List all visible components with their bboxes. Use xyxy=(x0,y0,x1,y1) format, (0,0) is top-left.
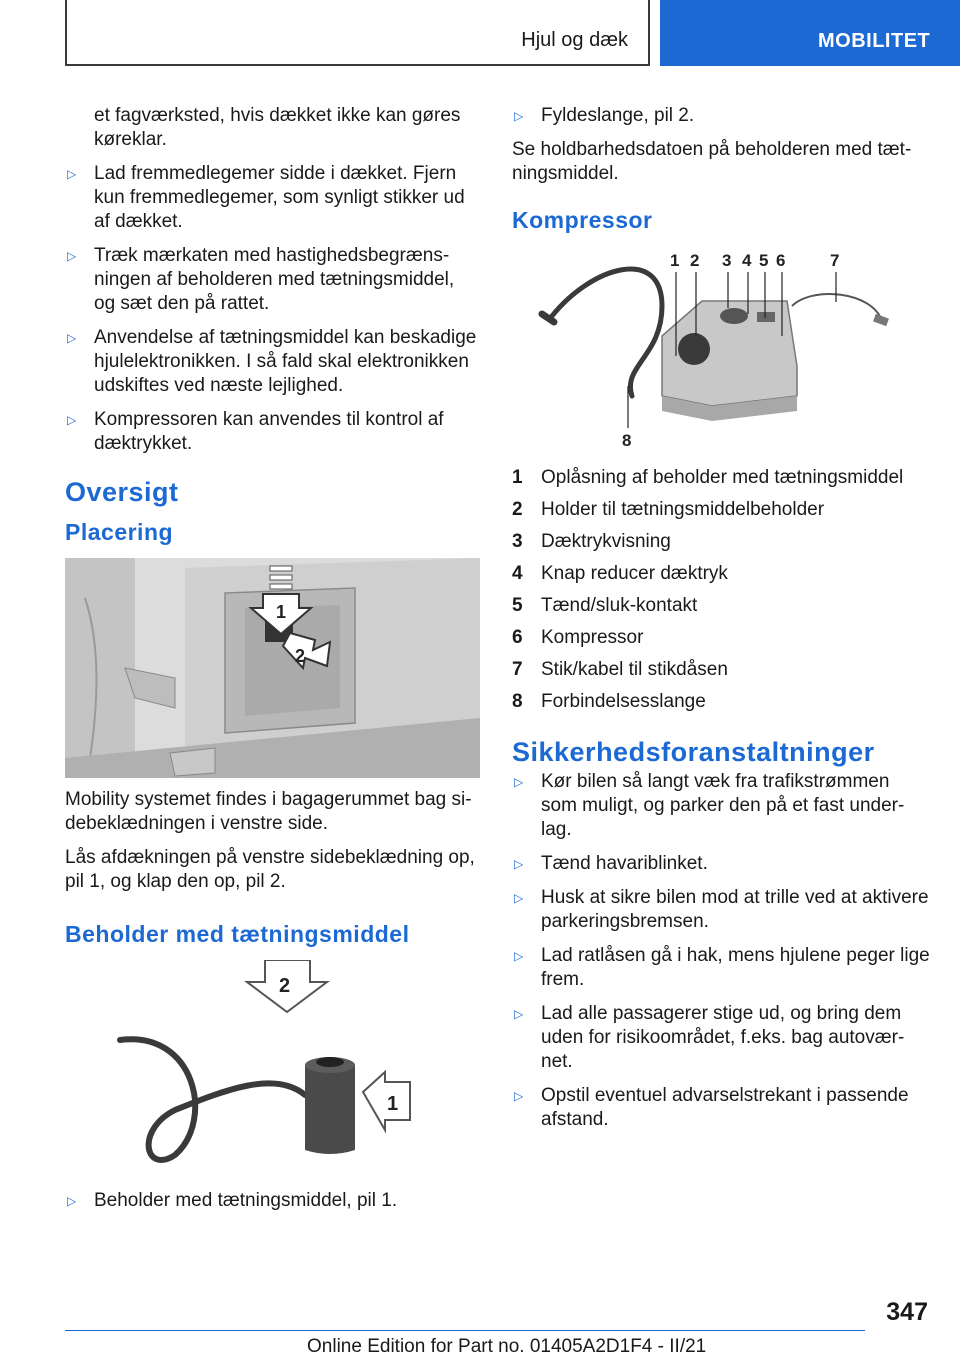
legend-number: 1 xyxy=(512,467,523,488)
bullet-item xyxy=(65,408,480,456)
triangle-bullet-icon: ▷ xyxy=(514,891,524,905)
holdbarhed-text: Se holdbarhedsdatoen på beholderen med tæt-ningsmiddel. xyxy=(512,139,912,184)
sealant-container-illustration xyxy=(65,960,480,1175)
bullet-text: Fyldeslange, pil 2. xyxy=(541,105,695,126)
figure-label: 2 xyxy=(690,251,700,270)
legend-number: 7 xyxy=(512,659,523,680)
legend-text: Knap reducer dæktryk xyxy=(541,563,728,584)
legend-text: Dæktrykvisning xyxy=(541,531,671,552)
figure-label: 1 xyxy=(670,251,680,270)
bullet-text: Lad fremmedlegemer sidde i dækket. Fjern kun fremmedlegemer, som synligt stikker ud af dækket. xyxy=(94,163,465,232)
triangle-bullet-icon: ▷ xyxy=(67,1194,77,1208)
bullet-text: Beholder med tætningsmiddel, pil 1. xyxy=(94,1190,398,1211)
triangle-bullet-icon: ▷ xyxy=(67,413,77,427)
legend-number: 8 xyxy=(512,691,523,712)
figure-label: 1 xyxy=(387,1093,399,1115)
bullet-text: Kør bilen så langt væk fra trafikstrømmen som muligt, og parker den på et fast under-lag. xyxy=(541,771,905,840)
legend-number: 4 xyxy=(512,563,523,584)
bullet-item xyxy=(65,326,480,398)
triangle-bullet-icon: ▷ xyxy=(67,167,77,181)
legend-item xyxy=(512,626,930,658)
legend-list xyxy=(512,466,930,722)
bullet-item xyxy=(65,1189,480,1213)
figure-label: 2 xyxy=(279,975,291,997)
bullet-text: Lad alle passagerer stige ud, og bring dem uden for risikoområdet, f.eks. bag autovær-net. xyxy=(541,1003,905,1072)
edition-link[interactable]: Online Edition for Part no. 01405A2D1F4 - II/21 xyxy=(307,1336,707,1357)
legend-number: 2 xyxy=(512,499,523,520)
legend-text: Stik/kabel til stikdåsen xyxy=(541,659,728,680)
bullet-item xyxy=(512,104,930,128)
heading-oversigt: Oversigt xyxy=(65,477,179,507)
figure-label: 8 xyxy=(622,431,632,450)
heading-kompressor: Kompressor xyxy=(512,207,653,233)
heading-beholder: Beholder med tætningsmiddel xyxy=(65,921,410,947)
legend-text: Tænd/sluk-kontakt xyxy=(541,595,698,616)
legend-number: 6 xyxy=(512,627,523,648)
triangle-bullet-icon: ▷ xyxy=(67,249,77,263)
bullet-text: Kompressoren kan anvendes til kontrol af dæktrykket. xyxy=(94,409,444,454)
bullet-item xyxy=(65,162,480,234)
legend-item xyxy=(512,562,930,594)
triangle-bullet-icon: ▷ xyxy=(514,775,524,789)
bullet-text: Lad ratlåsen gå i hak, mens hjulene peger lige frem. xyxy=(541,945,930,990)
bullet-item xyxy=(512,852,930,876)
legend-item xyxy=(512,658,930,690)
left-column xyxy=(65,104,480,1223)
figure-label: 7 xyxy=(830,251,840,270)
continued-text: et fagværksted, hvis dækket ikke kan gøres køreklar. xyxy=(94,105,461,150)
placering-text-1: Mobility systemet findes i bagagerummet bag si-debeklædningen i venstre side. xyxy=(65,789,472,834)
right-column xyxy=(512,104,930,1142)
triangle-bullet-icon: ▷ xyxy=(514,949,524,963)
legend-text: Kompressor xyxy=(541,627,644,648)
bullet-text: Tænd havariblinket. xyxy=(541,853,708,874)
triangle-bullet-icon: ▷ xyxy=(514,1007,524,1021)
figure-label: 2 xyxy=(295,646,306,666)
legend-text: Oplåsning af beholder med tætningsmiddel xyxy=(541,467,904,488)
page-number: 347 xyxy=(886,1298,928,1326)
figure-label: 6 xyxy=(776,251,786,270)
bullet-item xyxy=(512,886,930,934)
chapter-tab[interactable]: MOBILITET xyxy=(660,0,960,66)
legend-item xyxy=(512,594,930,626)
legend-text: Holder til tætningsmiddelbeholder xyxy=(541,499,825,520)
header-frame xyxy=(65,0,650,66)
triangle-bullet-icon: ▷ xyxy=(514,1089,524,1103)
bullet-item xyxy=(512,1084,930,1132)
bullet-text: Opstil eventuel advarselstrekant i passende afstand. xyxy=(541,1085,909,1130)
legend-item xyxy=(512,530,930,562)
legend-item xyxy=(512,690,930,722)
triangle-bullet-icon: ▷ xyxy=(67,331,77,345)
triangle-bullet-icon: ▷ xyxy=(514,857,524,871)
bullet-item xyxy=(512,770,930,842)
bullet-text: Træk mærkaten med hastighedsbegræns-ningen af beholderen med tætningsmiddel, og sæt den på rattet. xyxy=(94,245,455,314)
footer-divider xyxy=(65,1330,865,1331)
compressor-illustration xyxy=(512,246,930,456)
bullet-text: Anvendelse af tætningsmiddel kan beskadige hjulelektronikken. I så fald skal elektronikken udskiftes ved næste lejlighed. xyxy=(94,327,477,396)
bullet-item xyxy=(65,244,480,316)
legend-text: Forbindelsesslange xyxy=(541,691,706,712)
legend-number: 5 xyxy=(512,595,523,616)
triangle-bullet-icon: ▷ xyxy=(514,109,524,123)
placering-text-2: Lås afdækningen på venstre sidebeklædning op, pil 1, og klap den op, pil 2. xyxy=(65,847,475,892)
heading-sikkerhed: Sikkerhedsforanstaltninger xyxy=(512,737,875,767)
legend-item xyxy=(512,466,930,498)
figure-label: 1 xyxy=(276,602,287,622)
bullet-text: Husk at sikre bilen mod at trille ved at aktivere parkeringsbremsen. xyxy=(541,887,929,932)
placering-illustration xyxy=(65,558,480,778)
bullet-item xyxy=(512,1002,930,1074)
figure-label: 4 xyxy=(742,251,752,270)
section-title: Hjul og dæk xyxy=(521,29,628,51)
legend-item xyxy=(512,498,930,530)
figure-label: 5 xyxy=(759,251,769,270)
bullet-item xyxy=(512,944,930,992)
figure-label: 3 xyxy=(722,251,732,270)
legend-number: 3 xyxy=(512,531,523,552)
heading-placering: Placering xyxy=(65,519,174,545)
